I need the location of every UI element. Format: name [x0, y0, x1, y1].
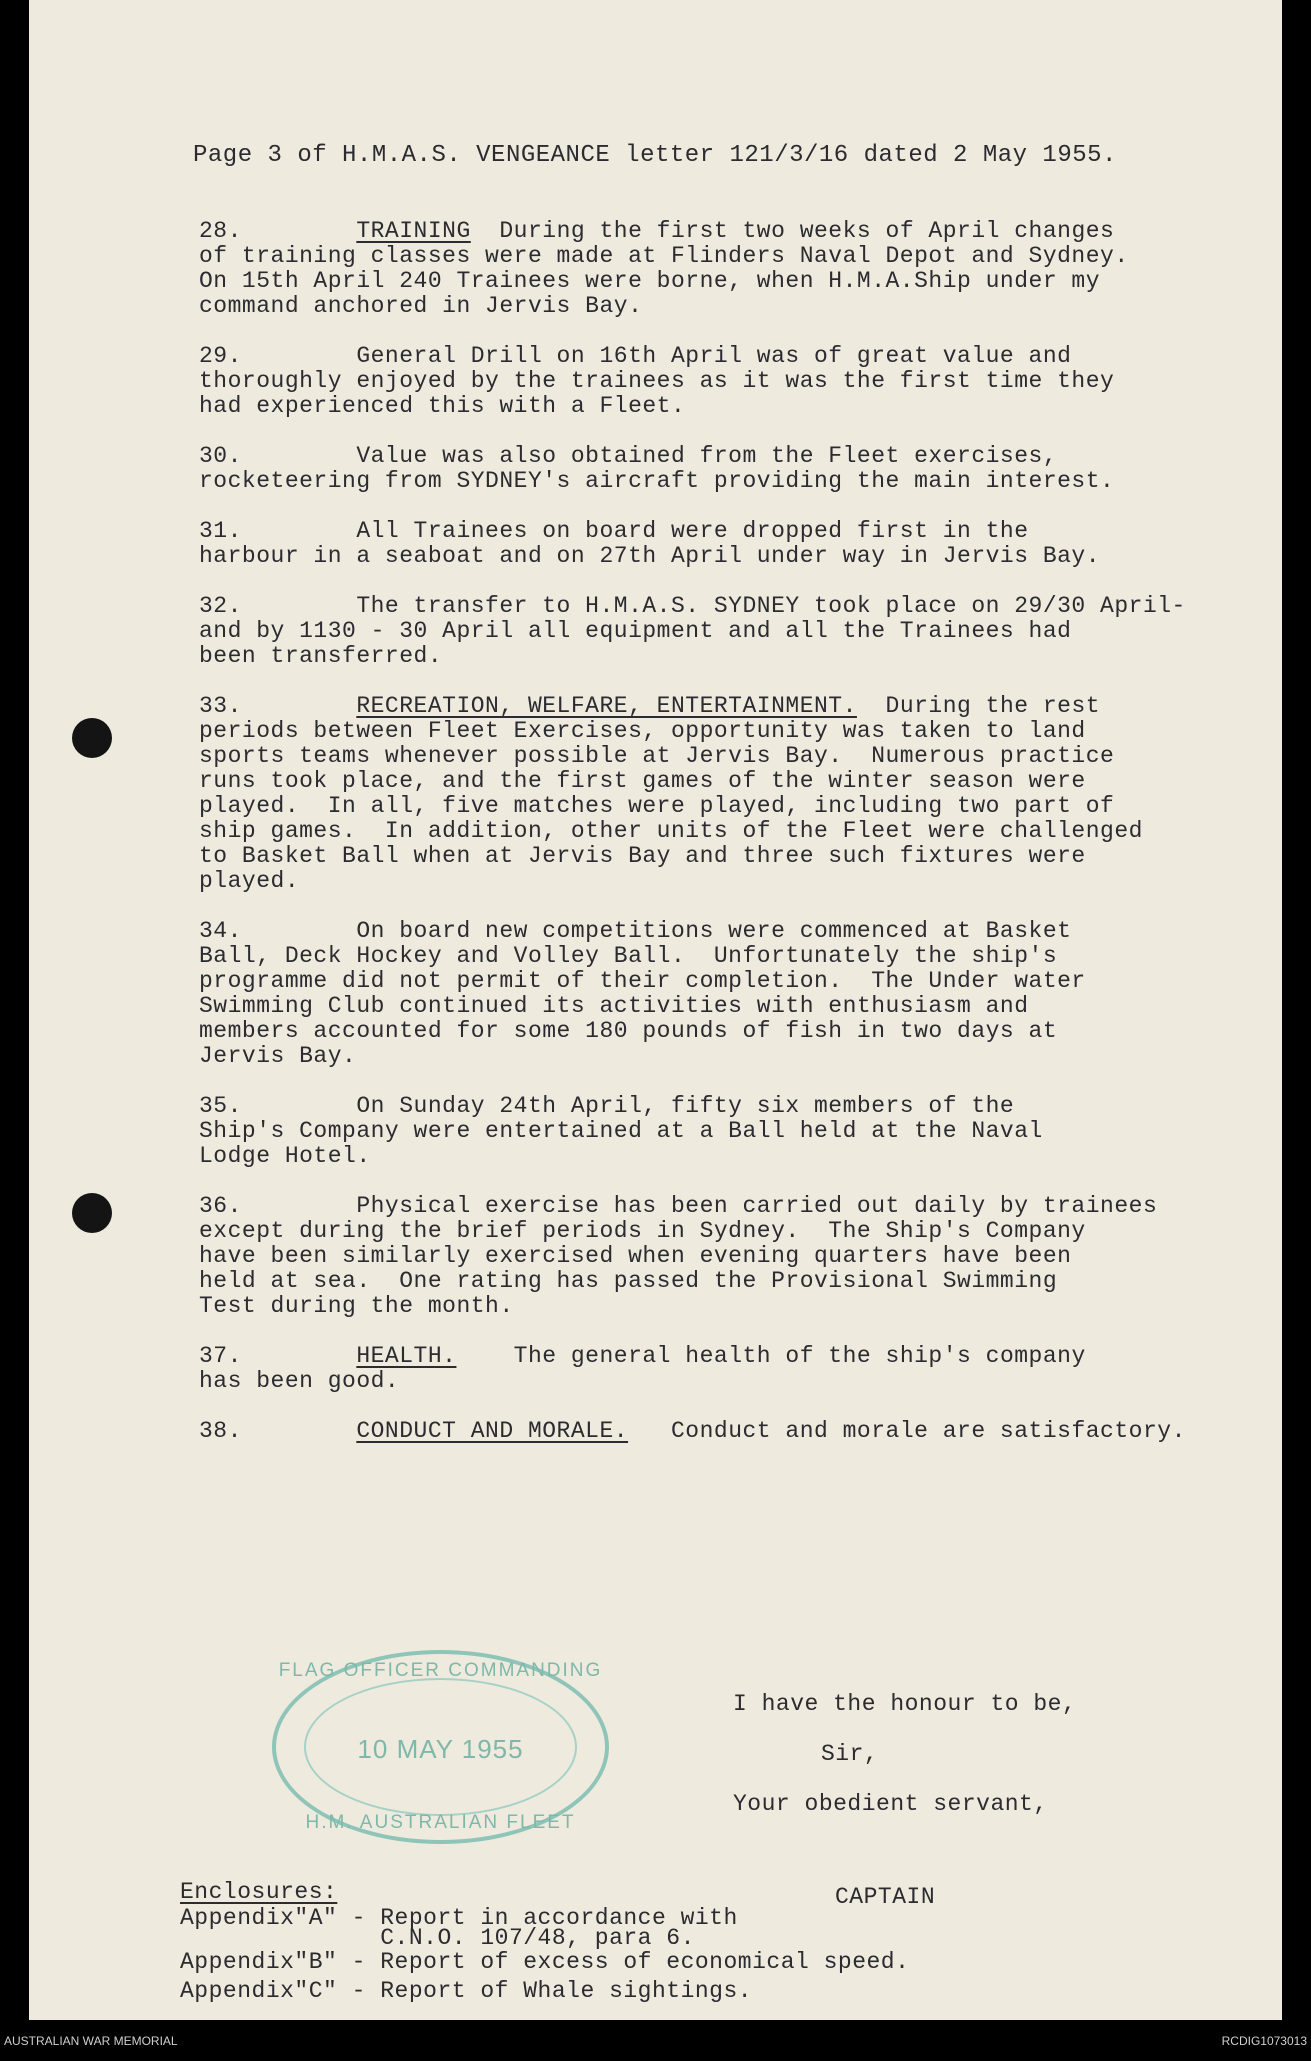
paragraph-33-line-4: runs took place, and the first games of the winter season were — [199, 768, 1086, 794]
paragraph-28-line-4: command anchored in Jervis Bay. — [199, 293, 643, 319]
page-header: Page 3 of H.M.A.S. VENGEANCE letter 121/3/16 dated 2 May 1955. — [193, 142, 1117, 169]
archive-footer — [0, 2034, 1311, 2054]
paragraph-35-line-1: 35. On Sunday 24th April, fifty six members of the — [199, 1093, 1015, 1119]
paragraph-28-line-3: On 15th April 240 Trainees were borne, when H.M.A.Ship under my — [199, 268, 1101, 294]
heading-recreation: RECREATION, WELFARE, ENTERTAINMENT. — [356, 693, 857, 719]
paragraph-32-line-2: and by 1130 - 30 April all equipment and all the Trainees had — [199, 618, 1072, 644]
punch-hole-bottom — [72, 1193, 112, 1233]
enclosure-item-1: Appendix"A" - Report in accordance with — [180, 1905, 738, 1931]
paragraph-34-line-4: Swimming Club continued its activities with enthusiasm and — [199, 993, 1029, 1019]
enclosure-item-3: Appendix"B" - Report of excess of economical speed. — [180, 1949, 910, 1975]
paragraph-36-line-3: have been similarly exercised when evening quarters have been — [199, 1243, 1072, 1269]
enclosure-item-4: Appendix"C" - Report of Whale sightings. — [180, 1978, 753, 2004]
closing-line-3: Your obedient servant, — [733, 1791, 1048, 1817]
paragraph-33-line-2: periods between Fleet Exercises, opportunity was taken to land — [199, 718, 1086, 744]
paragraph-34-line-2: Ball, Deck Hockey and Volley Ball. Unfortunately the ship's — [199, 943, 1058, 969]
signature-title: CAPTAIN — [835, 1884, 936, 1910]
paragraph-31-line-2: harbour in a seaboat and on 27th April under way in Jervis Bay. — [199, 543, 1101, 569]
paragraph-33-line-7: to Basket Ball when at Jervis Bay and three such fixtures were — [199, 843, 1086, 869]
paragraph-30-line-1: 30. Value was also obtained from the Fleet exercises, — [199, 443, 1058, 469]
paragraph-29-line-3: had experienced this with a Fleet. — [199, 393, 686, 419]
paragraph-29-line-2: thoroughly enjoyed by the trainees as it was the first time they — [199, 368, 1115, 394]
paragraph-28-line-1: 28. TRAINING During the first two weeks of April changes — [199, 218, 1115, 244]
footer-left: AUSTRALIAN WAR MEMORIAL — [4, 2034, 178, 2048]
punch-hole-top — [72, 718, 112, 758]
paragraph-35-line-2: Ship's Company were entertained at a Ball held at the Naval — [199, 1118, 1043, 1144]
paragraph-36-line-1: 36. Physical exercise has been carried out daily by trainees — [199, 1193, 1158, 1219]
stamp-top-text: FLAG OFFICER COMMANDING — [278, 1660, 603, 1681]
paragraph-36-line-4: held at sea. One rating has passed the Provisional Swimming — [199, 1268, 1058, 1294]
paragraph-38-line-1: 38. CONDUCT AND MORALE. Conduct and morale are satisfactory. — [199, 1418, 1186, 1444]
paragraph-30-line-2: rocketeering from SYDNEY's aircraft providing the main interest. — [199, 468, 1115, 494]
enclosure-item-2: C.N.O. 107/48, para 6. — [180, 1925, 695, 1951]
paragraph-33-line-5: played. In all, five matches were played, including two part of — [199, 793, 1115, 819]
paragraph-33-line-6: ship games. In addition, other units of the Fleet were challenged — [199, 818, 1143, 844]
paragraph-33-line-8: played. — [199, 868, 300, 894]
paragraph-37-line-2: has been good. — [199, 1368, 400, 1394]
received-stamp — [272, 1650, 609, 1844]
stamp-bottom-text: H.M. AUSTRALIAN FLEET — [305, 1812, 576, 1833]
heading-conduct: CONDUCT AND MORALE. — [356, 1418, 629, 1444]
paragraph-31-line-1: 31. All Trainees on board were dropped first in the — [199, 518, 1029, 544]
enclosures-heading: Enclosures: — [180, 1879, 338, 1905]
paragraph-34-line-1: 34. On board new competitions were commenced at Basket — [199, 918, 1072, 944]
paragraph-36-line-5: Test during the month. — [199, 1293, 514, 1319]
paragraph-32-line-1: 32. The transfer to H.M.A.S. SYDNEY took place on 29/30 April- — [199, 593, 1186, 619]
heading-health: HEALTH. — [356, 1343, 457, 1369]
paragraph-33-line-3: sports teams whenever possible at Jervis Bay. Numerous practice — [199, 743, 1115, 769]
document-page — [29, 0, 1282, 2020]
paragraph-37-line-1: 37. HEALTH. The general health of the ship's company — [199, 1343, 1086, 1369]
paragraph-32-line-3: been transferred. — [199, 643, 443, 669]
paragraph-34-line-5: members accounted for some 180 pounds of fish in two days at — [199, 1018, 1058, 1044]
paragraph-35-line-3: Lodge Hotel. — [199, 1143, 371, 1169]
footer-right: RCDIG1073013 — [1221, 2034, 1307, 2048]
paragraph-34-line-6: Jervis Bay. — [199, 1043, 357, 1069]
paragraph-36-line-2: except during the brief periods in Sydney. The Ship's Company — [199, 1218, 1086, 1244]
stamp-date: 10 MAY 1955 — [357, 1734, 524, 1764]
paragraph-34-line-3: programme did not permit of their completion. The Under water — [199, 968, 1086, 994]
closing-line-2: Sir, — [821, 1741, 879, 1767]
paragraph-29-line-1: 29. General Drill on 16th April was of great value and — [199, 343, 1072, 369]
closing-line-1: I have the honour to be, — [733, 1691, 1077, 1717]
paragraph-28-line-2: of training classes were made at Flinders Naval Depot and Sydney. — [199, 243, 1129, 269]
paragraph-33-line-1: 33. RECREATION, WELFARE, ENTERTAINMENT. During the rest — [199, 693, 1101, 719]
heading-training: TRAINING — [356, 218, 471, 244]
